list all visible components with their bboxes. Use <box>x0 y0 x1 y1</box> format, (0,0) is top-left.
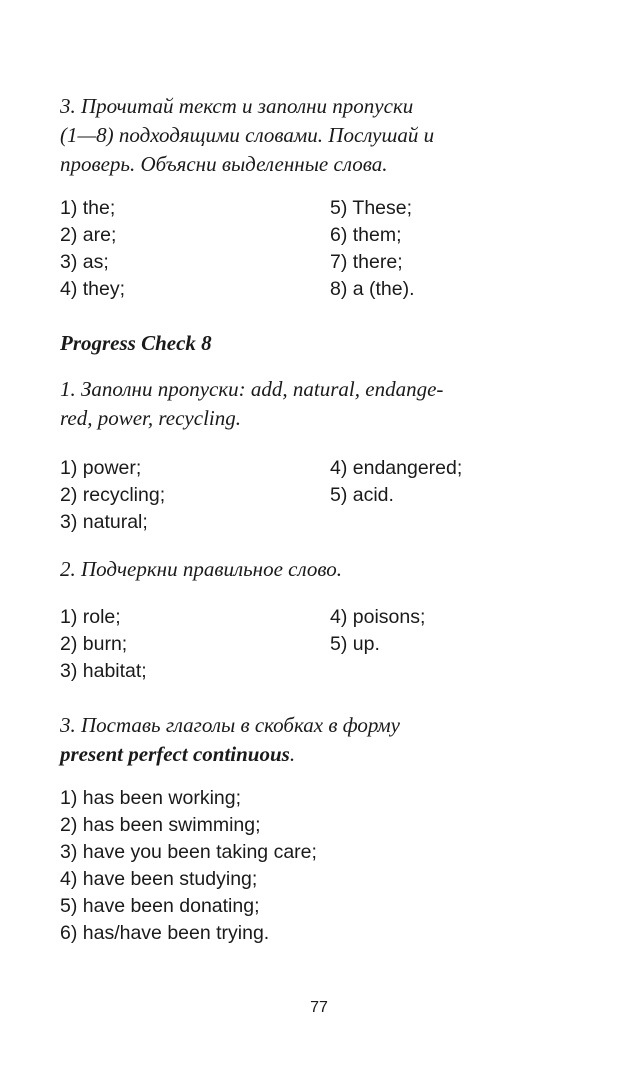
instruction-line: 1. Заполни пропуски: add, natural, endange- <box>60 377 444 401</box>
answer-item: 2) are; <box>60 224 117 246</box>
exercise-3-answers <box>60 195 546 303</box>
answer-item: 1) has been working; <box>60 787 242 809</box>
instruction-line: 3. Прочитай текст и заполни пропуски <box>60 94 414 118</box>
answer-item: 4) they; <box>60 278 126 300</box>
answer-item: 2) has been swimming; <box>60 814 261 836</box>
page-number: 77 <box>310 999 328 1016</box>
instruction-emphasis: present perfect continuous <box>60 742 290 766</box>
answer-item: 6) them; <box>330 224 402 246</box>
pc-exercise-3-answers <box>60 785 546 947</box>
pc-exercise-1-instruction <box>60 375 546 433</box>
page-content <box>60 92 546 947</box>
exercise-3-instruction <box>60 92 546 179</box>
answer-item: 2) burn; <box>60 633 128 655</box>
instruction-line <box>60 740 546 769</box>
answer-item: 2) recycling; <box>60 484 166 506</box>
answer-item: 3) as; <box>60 251 109 273</box>
answer-item: 5) up. <box>330 633 380 655</box>
instruction-line: проверь. Объясни выделенные слова. <box>60 152 388 176</box>
instruction-line: red, power, recycling. <box>60 406 241 430</box>
answer-item: 4) poisons; <box>330 606 426 628</box>
answer-item: 5) These; <box>330 197 413 219</box>
answer-item: 6) has/have been trying. <box>60 922 270 944</box>
answer-item: 3) natural; <box>60 511 148 533</box>
instruction-line: (1—8) подходящими словами. Послушай и <box>60 123 435 147</box>
answer-item: 5) have been donating; <box>60 895 260 917</box>
instruction-punct: . <box>289 742 296 766</box>
answer-item: 1) the; <box>60 197 116 219</box>
answer-item: 3) have you been taking care; <box>60 841 317 863</box>
answer-item: 3) habitat; <box>60 660 147 682</box>
instruction-line: 3. Поставь глаголы в скобках в форму <box>60 713 400 737</box>
answer-item: 1) power; <box>60 457 142 479</box>
answer-item: 4) endangered; <box>330 457 463 479</box>
answer-item: 1) role; <box>60 606 121 628</box>
section-title: Progress Check 8 <box>60 331 212 355</box>
pc-exercise-3-instruction <box>60 711 546 769</box>
pc-exercise-2-instruction: 2. Подчеркни правильное слово. <box>60 557 342 581</box>
answer-item: 8) a (the). <box>330 278 415 300</box>
answer-item: 4) have been studying; <box>60 868 258 890</box>
pc-exercise-2-answers <box>60 604 546 685</box>
answer-item: 5) acid. <box>330 484 394 506</box>
pc-exercise-1-answers <box>60 455 546 536</box>
answer-item: 7) there; <box>330 251 403 273</box>
